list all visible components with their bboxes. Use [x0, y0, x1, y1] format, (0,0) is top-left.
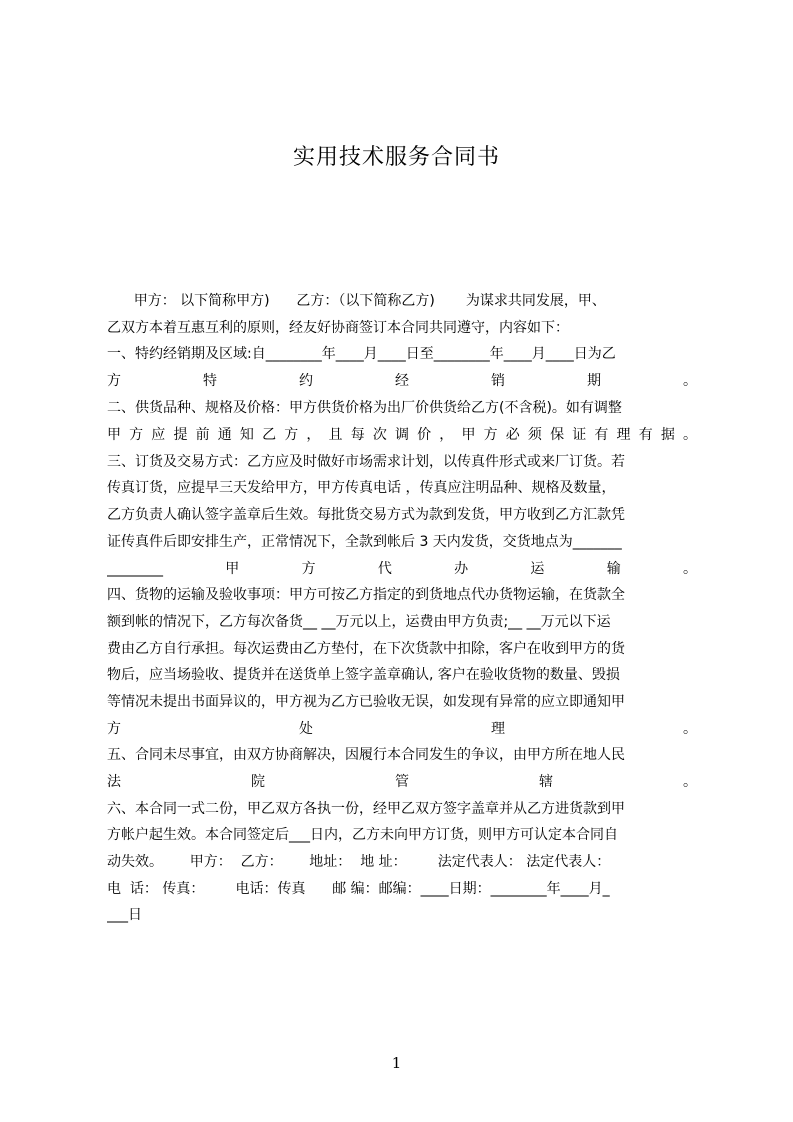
body-line: 费由乙方自行承担。每次运费由乙方垫付，在下次货款中扣除，客户在收到甲方的货 [107, 641, 625, 657]
body-line: 三、订货及交易方式：乙方应及时做好市场需求计划，以传真件形式或来厂订货。若 [107, 454, 625, 470]
body-line: 乙方负责人确认签字盖章后生效。每批货交易方式为款到发货，甲方收到乙方汇款凭 [107, 507, 625, 523]
body-line: 动失效。 甲方： 乙方： 地址： 地 址： 法定代表人： 法定代表人： [107, 854, 611, 870]
body-line: 方帐户起生效。本合同签定后___日内，乙方未向甲方订货，则甲方可认定本合同自 [107, 827, 618, 843]
body-line: 电 话： 传真： 电话：传真 邮 编：邮编：____日期：________年____月_ [107, 881, 610, 897]
body-line: 甲方： 以下简称甲方) 乙方：（以下简称乙方) 为谋求共同发展，甲、 [107, 293, 606, 309]
body-line: 六、本合同一式二份，甲乙双方各执一份，经甲乙双方签字盖章并从乙方进货款到甲 [107, 801, 625, 817]
document-title: 实用技术服务合同书 [292, 145, 500, 170]
body-line: 物后，应当场验收、提货并在送货单上签字盖章确认, 客户在验收货物的数量、毁损 [107, 667, 620, 683]
body-line: 五、合同未尽事宜，由双方协商解决，因履行本合同发生的争议，由甲方所在地人民 [107, 747, 625, 763]
body-line: 证传真件后即安排生产，正常情况下，全款到帐后 3 天内发货，交货地点为_______ [107, 534, 622, 550]
body-line: 乙双方本着互惠互利的原则，经友好协商签订本合同共同遵守，内容如下： [107, 320, 569, 336]
body-line: 传真订货，应提早三天发给甲方，甲方传真电话 ，传真应注明品种、规格及数量， [107, 480, 616, 496]
page-number: 1 [391, 1054, 402, 1072]
body-line: 二、供货品种、规格及价格：甲方供货价格为出厂价供货给乙方(不含税)。如有调整 [107, 400, 622, 416]
body-line: 额到帐的情况下，乙方每次备货__ __万元以上，运费由甲方负责;__ __万元以下运 [107, 614, 611, 630]
body-line: ________甲方代办运输。 [107, 561, 697, 577]
body-line: 一、特约经销期及区域:自________年____月____日至________年____月____日为乙 [107, 346, 616, 362]
body-line: 等情况未提出书面异议的，甲方视为乙方已验收无误，如发现有异常的应立即通知甲 [107, 694, 625, 710]
body-line: 甲方应提前通知乙方，且每次调价，甲方必须保证有理有据。 [107, 427, 697, 443]
body-line: 方特约经销期。 [107, 373, 697, 389]
body-line: 方处理。 [107, 721, 697, 737]
body-line: 法院管辖。 [107, 774, 697, 790]
body-line: 四、货物的运输及验收事项：甲方可按乙方指定的到货地点代办货物运输，在货款全 [107, 587, 625, 603]
body-line: ___日 [107, 907, 142, 923]
